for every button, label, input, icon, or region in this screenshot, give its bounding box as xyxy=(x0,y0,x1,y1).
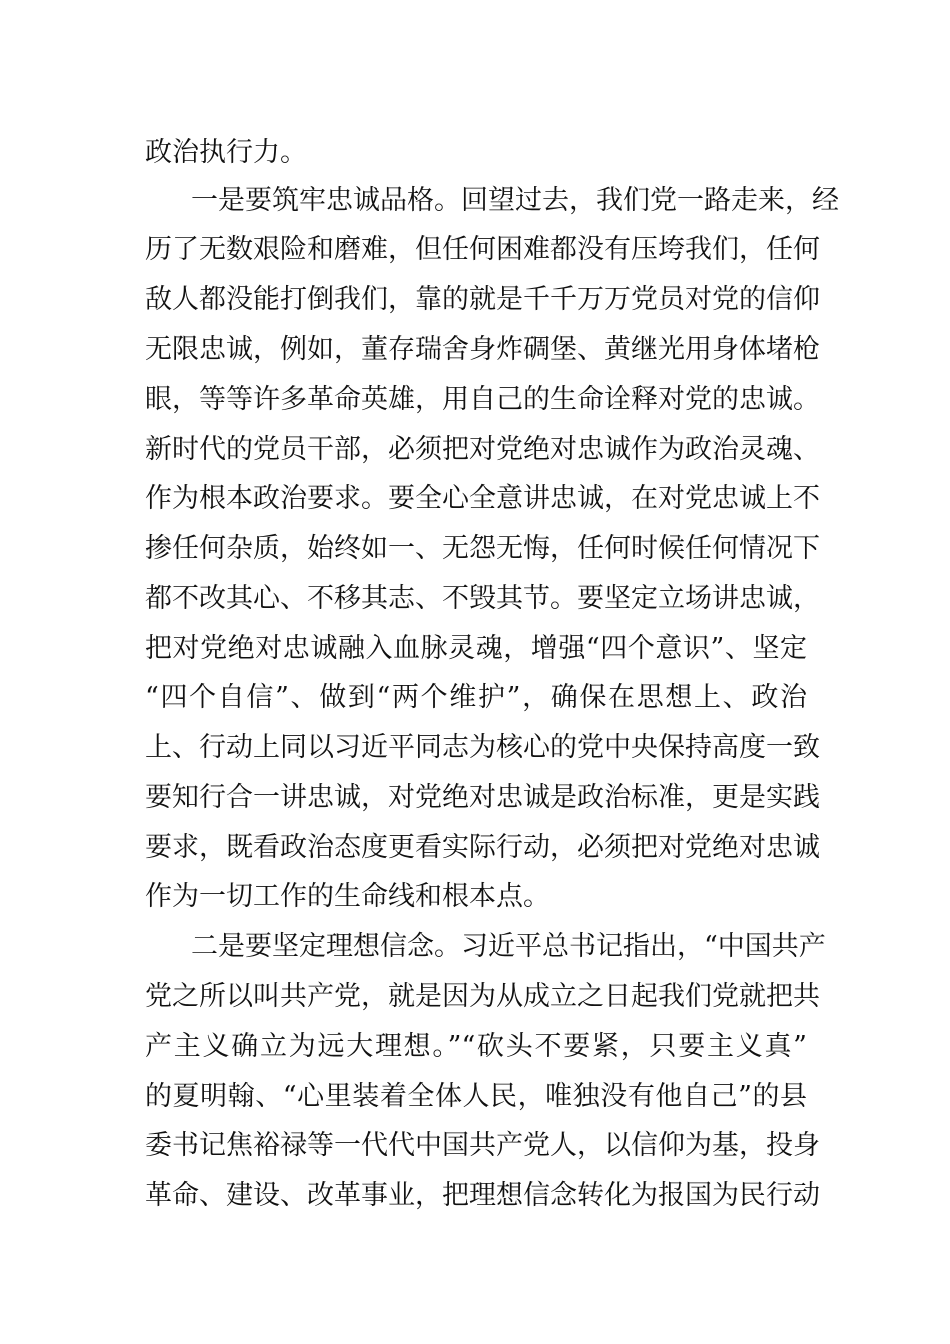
text-line: 历了无数艰险和磨难，但任何困难都没有压垮我们，任何 xyxy=(145,234,820,265)
text-line: 要知行合一讲忠诚，对党绝对忠诚是政治标准，更是实践 xyxy=(145,782,820,813)
text-line: 敌人都没能打倒我们，靠的就是千千万万党员对党的信仰 xyxy=(145,284,820,315)
text-line: 掺任何杂质，始终如一、无怨无悔，任何时候任何情况下 xyxy=(145,533,820,564)
text-line: 作为根本政治要求。要全心全意讲忠诚，在对党忠诚上不 xyxy=(145,483,820,514)
text-line: 的夏明翰、“心里装着全体人民，唯独没有他自己”的县 xyxy=(145,1081,807,1112)
text-line: 政治执行力。 xyxy=(145,137,307,168)
text-line: 委书记焦裕禄等一代代中国共产党人，以信仰为基，投身 xyxy=(145,1130,820,1161)
text-line: 眼，等等许多革命英雄，用自己的生命诠释对党的忠诚。 xyxy=(145,384,820,415)
text-line: 革命、建设、改革事业，把理想信念转化为报国为民行动 xyxy=(145,1180,820,1211)
text-line: 把对党绝对忠诚融入血脉灵魂，增强“四个意识”、坚定 xyxy=(145,633,807,664)
text-line: 产主义确立为远大理想。”“砍头不要紧，只要主义真” xyxy=(145,1031,807,1062)
text-line: 要求，既看政治态度更看实际行动，必须把对党绝对忠诚 xyxy=(145,832,820,863)
text-line: 无限忠诚，例如，董存瑞舍身炸碉堡、黄继光用身体堵枪 xyxy=(145,334,820,365)
paragraph-start-line: 一是要筑牢忠诚品格。回望过去，我们党一路走来，经 xyxy=(191,185,839,216)
text-line: 新时代的党员干部，必须把对党绝对忠诚作为政治灵魂、 xyxy=(145,434,820,465)
text-line: 作为一切工作的生命线和根本点。 xyxy=(145,881,550,912)
text-line: “四个自信”、做到“两个维护”，确保在思想上、政治 xyxy=(145,682,807,713)
paragraph-start-line: 二是要坚定理想信念。习近平总书记指出，“中国共产 xyxy=(191,931,826,962)
text-line: 上、行动上同以习近平同志为核心的党中央保持高度一致 xyxy=(145,732,820,763)
text-line: 党之所以叫共产党，就是因为从成立之日起我们党就把共 xyxy=(145,981,820,1012)
text-line: 都不改其心、不移其志、不毁其节。要坚定立场讲忠诚， xyxy=(145,583,820,614)
